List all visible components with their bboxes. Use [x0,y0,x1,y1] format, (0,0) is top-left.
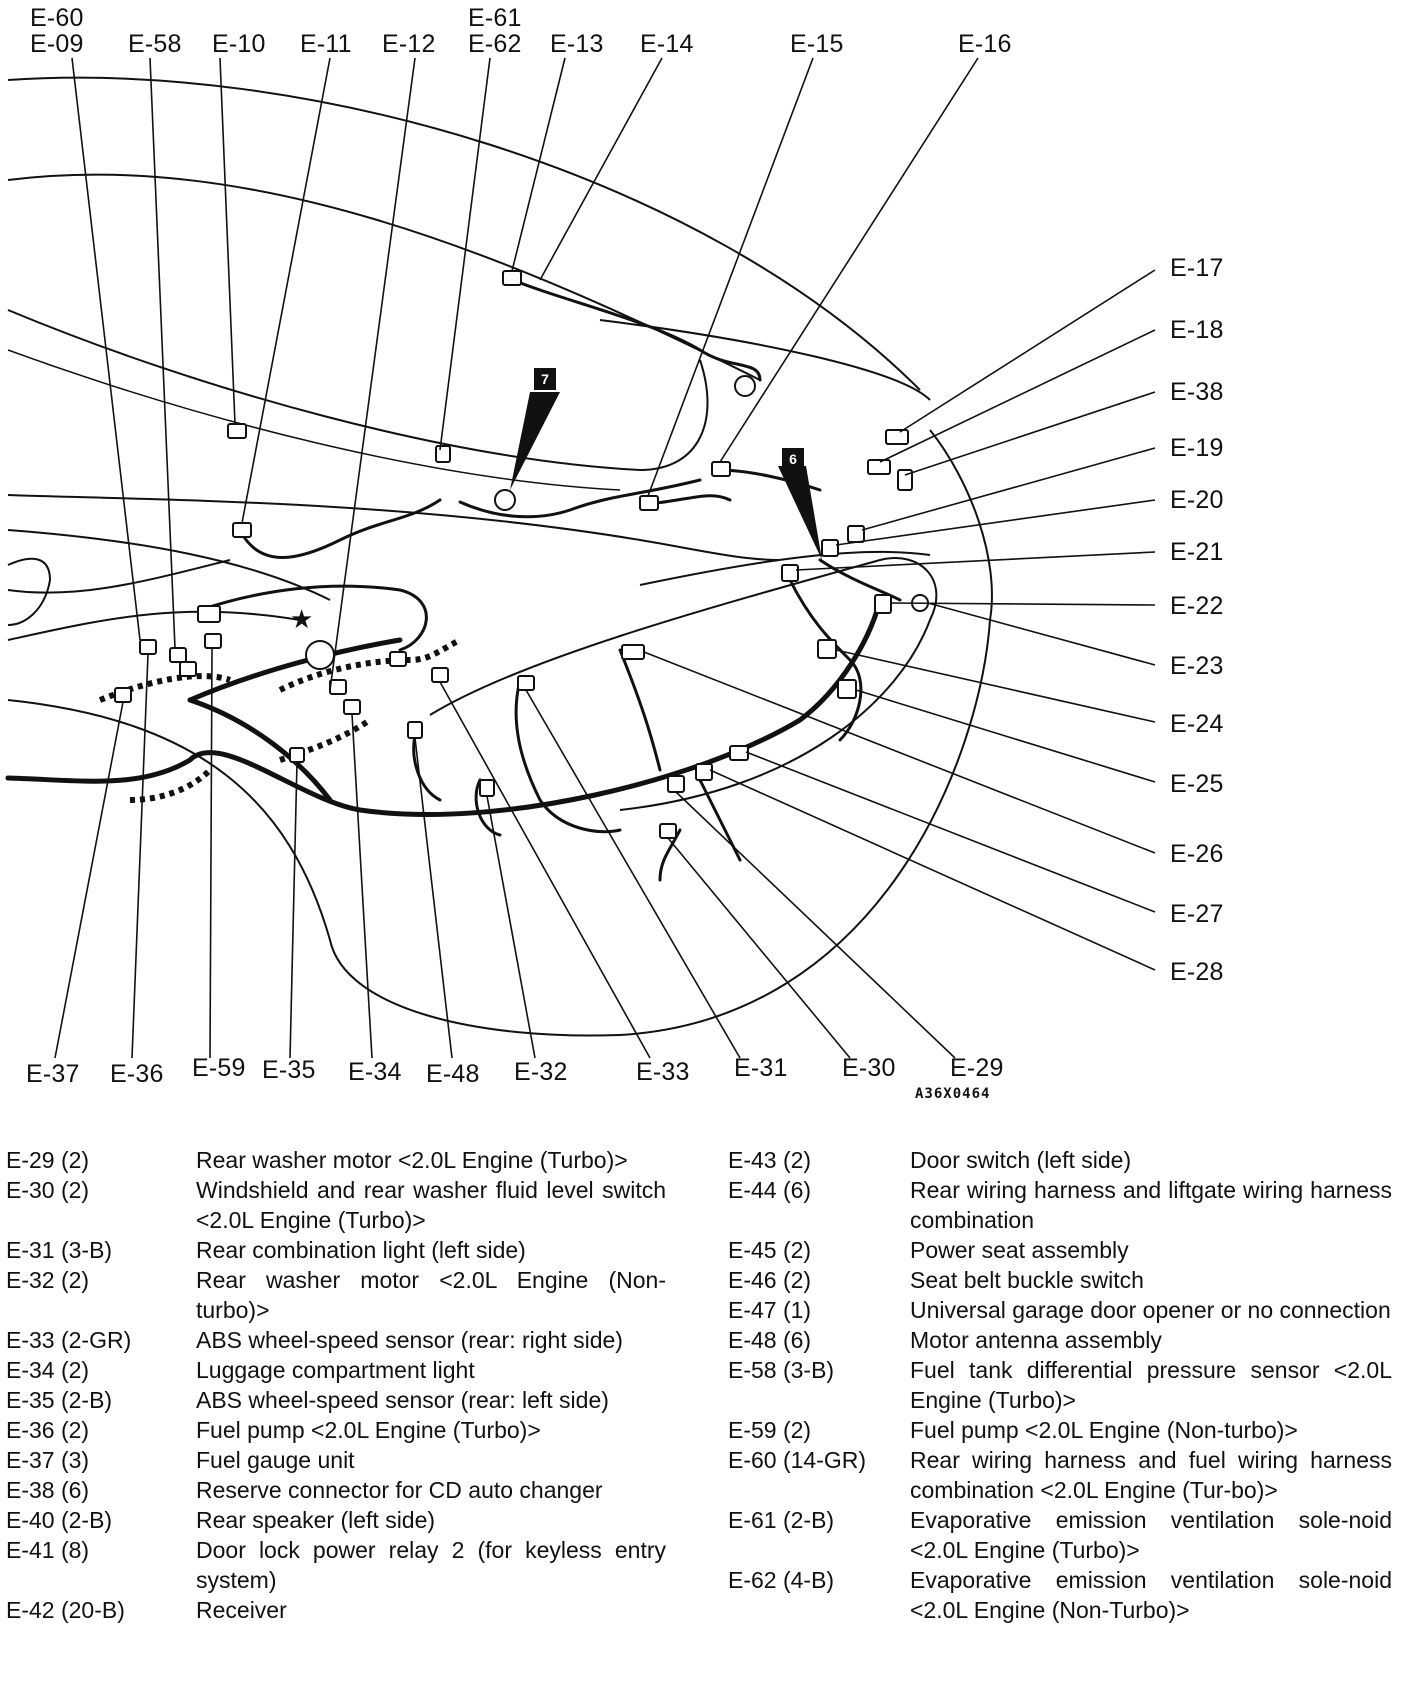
connector-description: Seat belt buckle switch [910,1267,1144,1293]
connector-e10 [228,424,246,438]
connector-description: Evaporative emission ventilation sole-noid <2.0L Engine (Turbo)> [910,1507,1392,1563]
connector-description: ABS wheel-speed sensor (rear: left side) [196,1387,609,1413]
callout-right: E-22 [1170,592,1224,620]
connector-e18 [868,460,890,474]
legend-row [6,1415,666,1445]
connector-description: Rear washer motor <2.0L Engine (Non-turbo)> [196,1267,666,1323]
marker-7: 7 [534,368,556,390]
callout-top: E-13 [550,30,604,58]
callout-top: E-61 [468,4,522,32]
connector-e14 [712,462,730,476]
legend-row [6,1535,666,1595]
connector-e30 [660,824,676,838]
callout-top: E-11 [300,30,352,58]
callout-right: E-18 [1170,316,1224,344]
legend-row [728,1235,1392,1265]
callout-top: E-15 [790,30,844,58]
callout-right: E-19 [1170,434,1224,462]
connector-e60 [198,606,220,622]
connector-code: E-29 (2) [6,1147,90,1173]
star-symbol: ★ [290,604,314,634]
connector-e46 [330,680,346,694]
connector-e09 [180,662,196,676]
connector-description: Fuel tank differential pressure sensor <2.0L Engine (Turbo)> [910,1357,1392,1413]
legend-row [728,1265,1392,1295]
legend-row [728,1295,1392,1325]
floor-left [8,612,300,640]
connector-e29 [668,776,684,792]
connector-code: E-36 (2) [6,1417,90,1443]
connector-code: E-58 (3-B) [728,1357,835,1383]
connector-description: Door switch (left side) [910,1147,1132,1173]
connector-description: Fuel gauge unit [196,1447,355,1473]
connector-code: E-46 (2) [728,1267,812,1293]
callout-right: E-24 [1170,710,1224,738]
connector-description: Rear combination light (left side) [196,1237,526,1263]
connector-code: E-34 (2) [6,1357,90,1383]
legend-row [728,1175,1392,1235]
side-line [8,560,230,593]
callout-right: E-28 [1170,958,1224,986]
connector-description: Universal garage door opener or no connection [910,1297,1391,1323]
liftgate-edge [600,320,930,400]
connector-code: E-37 (3) [6,1447,90,1473]
callout-right: E-23 [1170,652,1224,680]
harness-e13 [508,278,760,380]
callout-bottom: E-48 [426,1060,480,1088]
callout-top: E-16 [958,30,1012,58]
callout-right: E-27 [1170,900,1224,928]
harness-right-cluster [790,580,861,740]
connector-e27 [730,746,748,760]
callout-bottom: E-33 [636,1058,690,1086]
connector-description: Luggage compartment light [196,1357,475,1383]
liftgate-glass-upper [8,310,708,470]
connector-code: E-40 (2-B) [6,1507,113,1533]
connector-e37 [115,688,131,702]
connector-e17 [886,430,908,444]
connector-e19 [848,526,864,542]
marker-7-pointer [510,392,560,490]
legend-row [728,1325,1392,1355]
connector-code: E-43 (2) [728,1147,812,1173]
connector-e45 [390,652,406,666]
marker-6: 6 [782,448,804,470]
legend-row [6,1325,666,1355]
connector-e35 [290,748,304,762]
connector-e13 [503,271,521,285]
connector-e28 [696,764,712,780]
connector-e21 [782,565,798,581]
legend-row [6,1235,666,1265]
callout-bottom: E-34 [348,1058,402,1086]
legend-row [728,1445,1392,1505]
connector-code: E-35 (2-B) [6,1387,113,1413]
connector-code: E-32 (2) [6,1267,90,1293]
legend-row [6,1355,666,1385]
legend-row [728,1565,1392,1625]
connector-description: Evaporative emission ventilation sole-noid <2.0L Engine (Non-Turbo)> [910,1567,1392,1623]
callout-right: E-21 [1170,538,1224,566]
callout-top: E-60 [30,4,84,32]
callout-top: E-10 [212,30,266,58]
legend-row [6,1385,666,1415]
callout-right: E-25 [1170,770,1224,798]
legend-row [6,1505,666,1535]
connector-code: E-33 (2-GR) [6,1327,132,1353]
legend-row [728,1145,1392,1175]
connector-description: Rear wiring harness and liftgate wiring harness combination [910,1177,1392,1233]
connector-description: Windshield and rear washer fluid level switch <2.0L Engine (Turbo)> [196,1177,666,1233]
connector-legend [0,1145,1408,1690]
callout-bottom: E-35 [262,1056,316,1084]
roof-outline [8,78,920,390]
harness-e26 [620,650,660,770]
connector-description: Fuel pump <2.0L Engine (Non-turbo)> [910,1417,1298,1443]
connector-e48 [408,722,422,738]
connector-e32 [480,780,494,796]
callout-top: E-12 [382,30,436,58]
legend-row [728,1505,1392,1565]
callout-right: E-38 [1170,378,1224,406]
grommet [306,641,334,669]
callout-bottom: E-30 [842,1054,896,1082]
connector-description: Fuel pump <2.0L Engine (Turbo)> [196,1417,541,1443]
connector-description: ABS wheel-speed sensor (rear: right side) [196,1327,623,1353]
callout-bottom: E-32 [514,1058,568,1086]
connector-e22 [875,595,891,613]
connector-code: E-59 (2) [728,1417,812,1443]
connector-code: E-62 (4-B) [728,1567,835,1593]
connector-description: Receiver [196,1597,287,1623]
legend-left-column [6,1145,666,1625]
connector-e59 [205,634,221,648]
connector-e12 [436,446,450,462]
callout-top: E-09 [30,30,84,58]
legend-row [6,1265,666,1325]
connector-e58 [170,648,186,662]
legend-row [6,1145,666,1175]
connector-e33 [432,668,448,682]
figure-code: A36X0464 [915,1086,991,1102]
connector-code: E-60 (14-GR) [728,1447,867,1473]
callout-bottom: E-31 [734,1054,788,1082]
legend-row [728,1355,1392,1415]
connector-description: Door lock power relay 2 (for keyless entry system) [196,1537,666,1593]
callout-top: E-58 [128,30,182,58]
connector-code: E-38 (6) [6,1477,90,1503]
callout-bottom: E-37 [26,1060,80,1088]
connector-code: E-44 (6) [728,1177,812,1203]
connector-code: E-30 (2) [6,1177,90,1203]
connector-e36 [140,640,156,654]
connector-e61 [735,376,755,396]
connector-e62 [495,490,515,510]
legend-row [6,1175,666,1235]
connector-description: Rear washer motor <2.0L Engine (Turbo)> [196,1147,628,1173]
connector-code: E-47 (1) [728,1297,812,1323]
connector-e26 [622,645,644,659]
connector-e34 [344,700,360,714]
connector-code: E-45 (2) [728,1237,812,1263]
connector-description: Motor antenna assembly [910,1327,1162,1353]
harness-center [240,500,440,558]
callout-bottom: E-59 [192,1054,246,1082]
legend-right-column [728,1145,1392,1625]
connector-description: Rear speaker (left side) [196,1507,436,1533]
connector-code: E-42 (20-B) [6,1597,125,1623]
connector-description: Reserve connector for CD auto changer [196,1477,603,1503]
callout-top: E-62 [468,30,522,58]
connector-e24 [818,640,836,658]
harness-e15 [648,496,730,504]
connector-e25 [838,680,856,698]
callout-right: E-17 [1170,254,1224,282]
connector-code: E-48 (6) [728,1327,812,1353]
callout-bottom: E-29 [950,1054,1004,1082]
connector-description: Rear wiring harness and fuel wiring harness combination <2.0L Engine (Tur-bo)> [910,1447,1392,1503]
callout-right: E-20 [1170,486,1224,514]
connector-e31 [518,676,534,690]
connector-code: E-41 (8) [6,1537,90,1563]
connector-e11 [233,523,251,537]
connector-e20 [822,540,838,556]
legend-row [6,1445,666,1475]
connector-code: E-61 (2-B) [728,1507,835,1533]
connector-description: Power seat assembly [910,1237,1129,1263]
connector-code: E-31 (3-B) [6,1237,113,1263]
callout-top: E-14 [640,30,694,58]
callout-right: E-26 [1170,840,1224,868]
legend-row [6,1475,666,1505]
harness-branch-upper [190,640,400,700]
legend-row [728,1415,1392,1445]
callout-bottom: E-36 [110,1060,164,1088]
connector-e15 [640,496,658,510]
legend-row [6,1595,666,1625]
